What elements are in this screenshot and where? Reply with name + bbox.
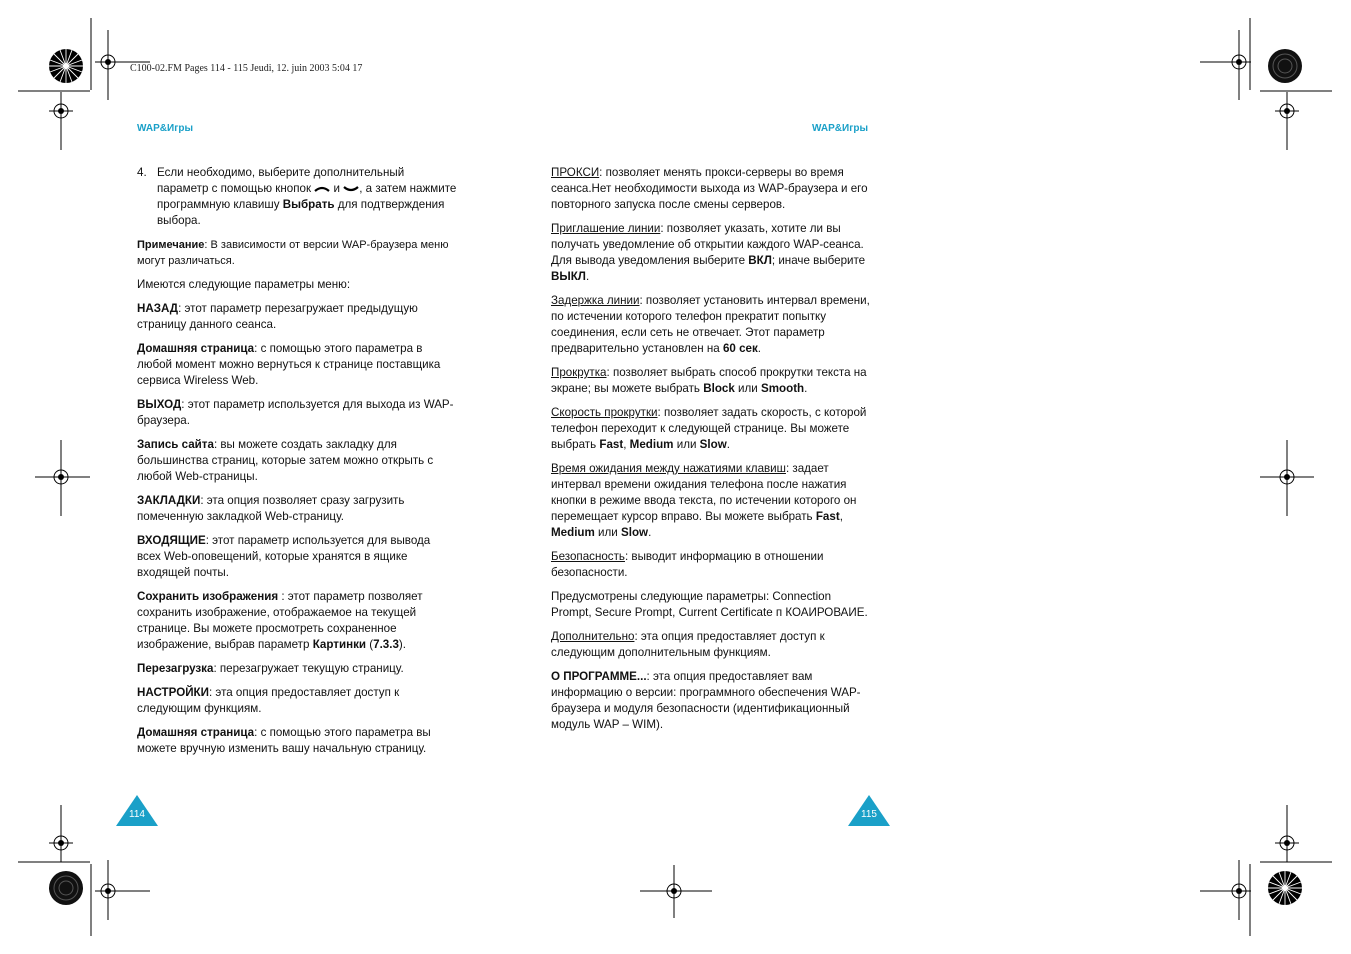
item-desc: : этот параметр используется для выхода из WAP-браузера. (137, 398, 454, 427)
item-line-invite (551, 221, 873, 285)
step-text-before: Если необходимо, выберите дополнительный параметр с помощью кнопок (157, 166, 405, 195)
item-desc: : вы можете создать закладку для большинства страниц, которые затем можно открыть с любой Web-страницы. (137, 438, 434, 483)
item-desc: : эта опция предоставляет доступ к следующим дополнительным функциям. (551, 630, 825, 659)
item-term: ВЫХОД (137, 398, 182, 411)
item-desc: : задает интервал времени ожидания телефона после нажатия кнопки в режиме ввода текста, по истечении которого он перемещает курсор вправо. Вы можете выбрать (551, 462, 857, 523)
right-column (551, 165, 873, 741)
down-key-icon (343, 185, 359, 193)
item-desc: : позволяет задать скорость, с которой телефон переходит к следующей странице. Вы можете выбрать (551, 406, 867, 451)
smooth-label: Smooth (760, 382, 805, 395)
item-term: Перезагрузка (137, 662, 214, 675)
item-term: Скорость прокрутки (551, 406, 658, 419)
item-desc-mid: ; иначе выберите (771, 254, 866, 267)
step-text (157, 165, 457, 229)
item-inbox (137, 533, 457, 581)
item-key-timeout (551, 461, 873, 541)
pictures-label: Картинки (312, 638, 367, 651)
item-desc: : позволяет выбрать способ прокрутки текста на экране; вы можете выбрать (551, 366, 867, 395)
up-key-icon (314, 185, 330, 193)
item-desc: : с помощью этого параметра вы можете вручную изменить вашу начальную страницу. (137, 726, 431, 755)
item-desc-mid: или (738, 382, 758, 395)
item-term: Приглашение линии (551, 222, 661, 235)
on-label: ВКЛ (748, 254, 772, 267)
off-label: ВЫКЛ (551, 270, 586, 283)
item-term: НАЗАД (137, 302, 179, 315)
item-line-delay (551, 293, 873, 357)
item-term: ВХОДЯЩИЕ (137, 534, 206, 547)
item-about (551, 669, 873, 733)
page-number-badge-right (848, 795, 890, 827)
sep: или (676, 438, 697, 451)
item-desc-end: . (757, 342, 762, 355)
item-proxy (551, 165, 873, 213)
item-term: Безопасность (551, 550, 625, 563)
item-term: Домашняя страница (137, 342, 255, 355)
item-save-images (137, 589, 457, 653)
note-label: Примечание (137, 239, 205, 251)
item-exit (137, 397, 457, 429)
item-term: ПРОКСИ (551, 166, 600, 179)
fast-label: Fast (599, 438, 624, 451)
item-desc: : эта опция предоставляет доступ к следующим функциям. (137, 686, 400, 715)
step-text-after: , а затем нажмите программную клавишу (157, 182, 457, 211)
item-set-homepage (137, 725, 457, 757)
menu-intro: Имеются следующие параметры меню: (137, 278, 351, 291)
item-term: Сохранить изображения (137, 590, 279, 603)
item-desc: : позволяет указать, хотите ли вы получать уведомление об открытии каждого WAP-сеанса. Для вывода уведомления выберите (551, 222, 864, 267)
slow-label: Slow (699, 438, 727, 451)
page-number-right: 115 (861, 809, 877, 820)
medium-label: Medium (629, 438, 674, 451)
item-term: Время ожидания между нажатиями клавиш (551, 462, 786, 475)
item-term: Домашняя страница (137, 726, 255, 739)
item-desc: : эта опция предоставляет вам информацию о версии: программного обеспечения WAP-браузера и модуля безопасности (идентификационный модуль WAP – WIM). (551, 670, 861, 731)
item-term: Дополнительно (551, 630, 635, 643)
item-scroll-speed (551, 405, 873, 453)
item-desc: : этот параметр используется для вывода всех Web-оповещений, которые хранятся в ящике входящей почты. (137, 534, 431, 579)
sep: , (839, 510, 843, 523)
select-softkey-label: Выбрать (282, 198, 335, 211)
item-desc-end: . (726, 438, 730, 451)
file-info-header: C100-02.FM Pages 114 - 115 Jeudi, 12. juin 2003 5:04 17 (130, 63, 363, 74)
item-desc-end: ). (398, 638, 407, 651)
item-term: О ПРОГРАММЕ... (551, 670, 647, 683)
fast-label: Fast (815, 510, 840, 523)
item-desc-end: . (585, 270, 590, 283)
left-column (137, 165, 457, 765)
block-label: Block (703, 382, 735, 395)
security-params: Предусмотрены следующие параметры: Connection Prompt, Secure Prompt, Current Certificate п КОАИРОВАИЕ. (551, 590, 868, 619)
item-scroll (551, 365, 873, 397)
item-desc: : с помощью этого параметра в любой момент можно вернуться к странице поставщика сервиса Wireless Web. (137, 342, 441, 387)
item-term: Задержка линии (551, 294, 640, 307)
slow-label: Slow (621, 526, 649, 539)
note (137, 237, 457, 269)
item-desc: : позволяет менять прокси-серверы во время сеанса.Нет необходимости выхода из WAP-браузера и его повторного запуска после смены серверов. (551, 166, 868, 211)
note-text: : В зависимости от версии WAP-браузера меню могут различаться. (137, 239, 449, 267)
right-section-title: WAP&Игры (812, 123, 869, 134)
item-desc: : позволяет установить интервал времени, по истечении которого телефон прекратит попытку соединения, если сеть не отвечает. Этот параметр предварительно установлен на (551, 294, 870, 355)
page-number-left: 114 (129, 809, 145, 820)
item-homepage (137, 341, 457, 389)
item-settings (137, 685, 457, 717)
item-security (551, 549, 873, 581)
item-desc: : этот параметр позволяет сохранить изображение, отображаемое на текущей странице. Вы можете просмотреть сохраненное изображение, выбрав параметр (137, 590, 423, 651)
page-number-badge-left (116, 795, 158, 827)
step-number: 4. (137, 166, 147, 179)
item-desc-end: . (804, 382, 808, 395)
item-extra (551, 629, 873, 661)
menu-code: 7.3.3 (373, 638, 399, 651)
item-bookmarks (137, 493, 457, 525)
sep: или (598, 526, 618, 539)
step-conj: и (333, 182, 340, 195)
item-term: Прокрутка (551, 366, 607, 379)
item-reload (137, 661, 457, 677)
item-desc-mid: ( (366, 638, 374, 651)
sep: , (623, 438, 627, 451)
item-term: Запись сайта (137, 438, 214, 451)
item-term: ЗАКЛАДКИ (137, 494, 201, 507)
item-term: НАСТРОЙКИ (137, 686, 209, 699)
step-4 (137, 165, 457, 229)
item-desc: : выводит информацию в отношении безопасности. (551, 550, 824, 579)
left-section-title: WAP&Игры (137, 123, 194, 134)
delay-value: 60 сек (722, 342, 758, 355)
item-desc: : этот параметр перезагружает предыдущую страницу данного сеанса. (137, 302, 418, 331)
item-back (137, 301, 457, 333)
item-bookmark-site (137, 437, 457, 485)
note-body (137, 237, 457, 269)
step-text-end: для подтверждения выбора. (157, 198, 445, 227)
item-desc-end: . (648, 526, 652, 539)
medium-label: Medium (551, 526, 595, 539)
item-desc: : эта опция позволяет сразу загрузить помеченную закладкой Web-страницу. (137, 494, 405, 523)
item-desc: : перезагружает текущую страницу. (213, 662, 404, 675)
